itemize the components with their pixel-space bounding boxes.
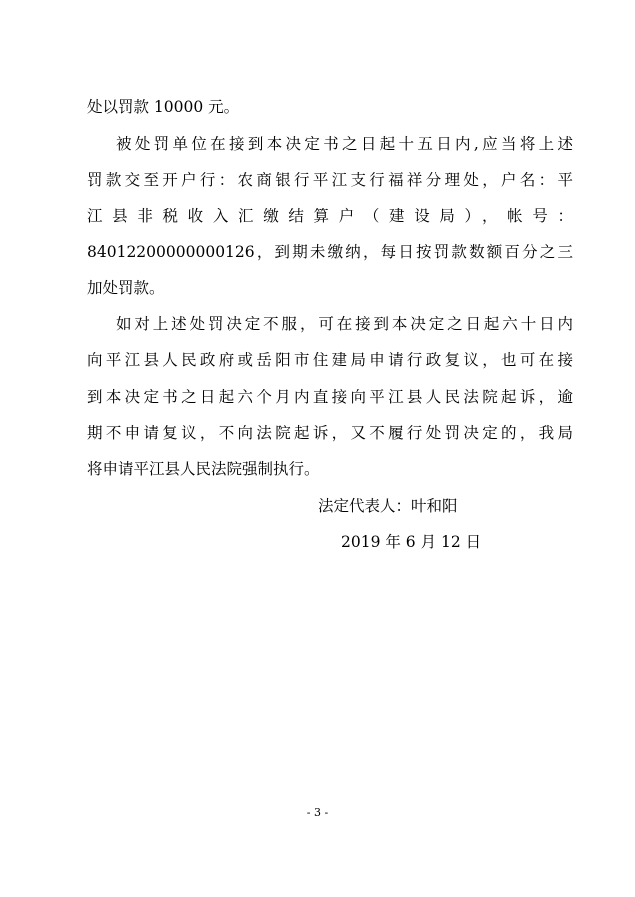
text-line: 将申请平江县人民法院强制执行。 xyxy=(87,460,320,478)
signature-date: 2019 年 6 月 12 日 xyxy=(341,533,482,551)
text-line: 如对上述处罚决定不服，可在接到本决定之日起六十日内 xyxy=(116,315,573,333)
text-line: 期不申请复议，不向法院起诉，又不履行处罚决定的，我局 xyxy=(87,424,573,442)
text-line: 到本决定书之日起六个月内直接向平江县人民法院起诉，逾 xyxy=(87,388,573,406)
text-line: 84012200000000126，到期未缴纳，每日按罚款数额百分之三 xyxy=(87,243,573,261)
text-line: 江县非税收入汇缴结算户（建设局），帐号： xyxy=(87,207,573,225)
text-line: 处以罚款 10000 元。 xyxy=(87,98,240,116)
text-line: 罚款交至开户行：农商银行平江支行福祥分理处，户名：平 xyxy=(87,171,573,189)
page-number: - 3 - xyxy=(306,806,329,819)
text-line: 被处罚单位在接到本决定书之日起十五日内,应当将上述 xyxy=(116,135,573,153)
text-line: 加处罚款。 xyxy=(87,279,165,297)
legal-representative: 法定代表人：叶和阳 xyxy=(318,497,458,515)
text-line: 向平江县人民政府或岳阳市住建局申请行政复议，也可在接 xyxy=(87,351,573,369)
